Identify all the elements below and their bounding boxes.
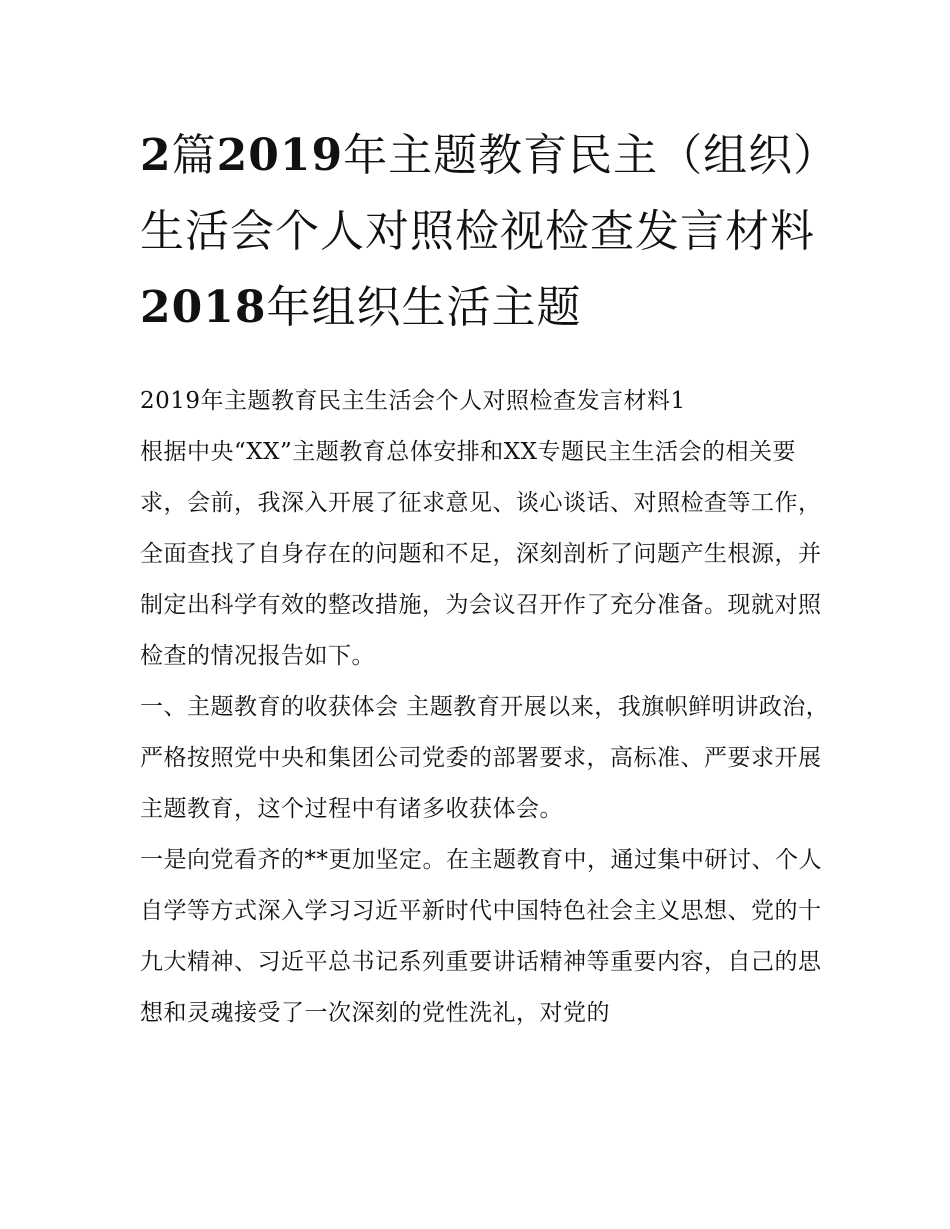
title-part: 篇 [171, 130, 217, 181]
body-paragraph: 一是向党看齐的**更加坚定。在主题教育中，通过集中研讨、个人自学等方式深入学习习近平新时代中国特色社会主义思想、党的十九大精神、习近平总书记系列重要讲话精神等重要内容，自己的思想和灵魂接受了一次深刻的党性洗礼，对党的 [140, 847, 822, 1026]
title-part: 2 [140, 130, 172, 181]
title-part: 年主题教育民主（组织）生活会个人对照检视检查发言材料 [140, 130, 817, 257]
subtitle-paragraph: 2019年主题教育民主生活会个人对照检查发言材料1 [140, 388, 686, 414]
body-paragraph: 根据中央“XX”主题教育总体安排和XX专题民主生活会的相关要求，会前，我深入开展了征求意见、谈心谈话、对照检查等工作，全面查找了自身存在的问题和不足，深刻剖析了问题产生根源，并制定出科学有效的整改措施，为会议召开作了充分准备。现就对照检查的情况报告如下。 [140, 439, 822, 669]
document-title [140, 118, 830, 346]
title-part: 2018 [140, 282, 267, 333]
body-paragraph: 一、主题教育的收获体会 主题教育开展以来，我旗帜鲜明讲政治，严格按照党中央和集团公司党委的部署要求，高标准、严要求开展主题教育，这个过程中有诸多收获体会。 [140, 694, 830, 822]
document-page [140, 118, 830, 1039]
document-body [140, 376, 830, 1039]
title-part: 2019 [216, 130, 344, 181]
title-part: 年组织生活主题 [266, 282, 582, 333]
